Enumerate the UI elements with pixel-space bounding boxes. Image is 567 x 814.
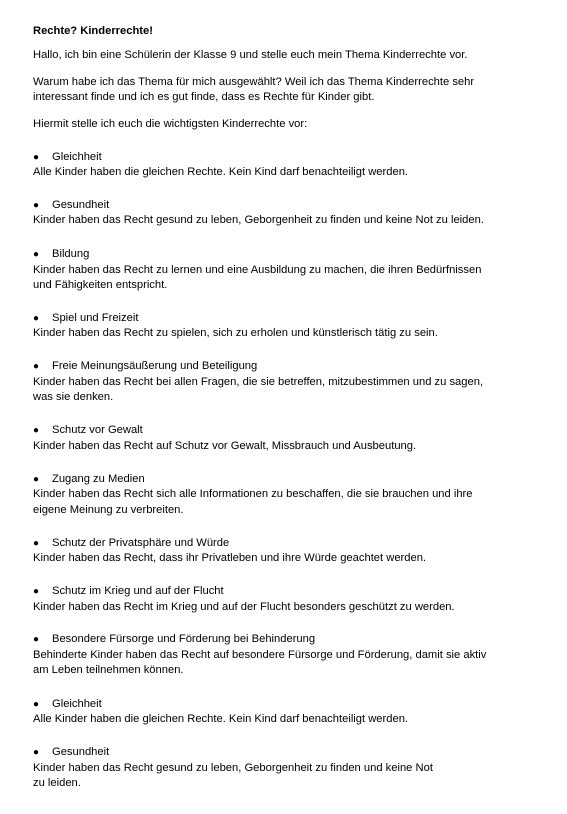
list-item-heading <box>33 536 229 552</box>
right-description: Kinder haben das Recht bei allen Fragen, die sie betreffen, mitzubestimmen und zu sagen, <box>33 376 484 388</box>
lead-paragraph: Hiermit stelle ich euch die wichtigsten Kinderrechte vor: <box>33 118 308 130</box>
right-heading: Gesundheit <box>52 199 110 211</box>
list-item-heading <box>33 198 109 214</box>
right-heading: Gesundheit <box>52 746 110 758</box>
bullet-icon: ● <box>33 425 40 436</box>
bullet-icon: ● <box>33 634 40 645</box>
question-line-1: Warum habe ich das Thema für mich ausgewählt? Weil ich das Thema Kinderrechte sehr <box>33 76 475 88</box>
right-description: Kinder haben das Recht auf Schutz vor Gewalt, Missbrauch und Ausbeutung. <box>33 440 417 452</box>
list-item-heading <box>33 247 89 263</box>
list-item-heading <box>33 423 143 439</box>
right-description: Kinder haben das Recht im Krieg und auf der Flucht besonders geschützt zu werden. <box>33 601 455 613</box>
right-heading: Bildung <box>52 248 90 260</box>
right-description: und Fähigkeiten entspricht. <box>33 279 168 291</box>
right-heading: Spiel und Freizeit <box>52 312 139 324</box>
list-item-heading <box>33 632 315 648</box>
right-description: eigene Meinung zu verbreiten. <box>33 504 184 516</box>
list-item-heading <box>33 472 145 488</box>
right-description: Kinder haben das Recht, dass ihr Privatleben und ihre Würde geachtet werden. <box>33 552 427 564</box>
right-heading: Freie Meinungsäußerung und Beteiligung <box>52 360 258 372</box>
bullet-icon: ● <box>33 200 40 211</box>
right-heading: Schutz vor Gewalt <box>52 424 143 436</box>
right-description: Alle Kinder haben die gleichen Rechte. Kein Kind darf benachteiligt werden. <box>33 166 409 178</box>
right-description: Kinder haben das Recht sich alle Informationen zu beschaffen, die sie brauchen und ihre <box>33 488 473 500</box>
right-heading: Schutz im Krieg und auf der Flucht <box>52 585 224 597</box>
bullet-icon: ● <box>33 361 40 372</box>
right-description: Kinder haben das Recht zu lernen und eine Ausbildung zu machen, die ihren Bedürfnissen <box>33 264 482 276</box>
right-heading: Gleichheit <box>52 151 102 163</box>
list-item-heading <box>33 359 257 375</box>
right-description: Behinderte Kinder haben das Recht auf besondere Fürsorge und Förderung, damit sie aktiv <box>33 649 487 661</box>
right-description: Kinder haben das Recht gesund zu leben, Geborgenheit zu finden und keine Not zu leiden. <box>33 214 484 226</box>
bullet-icon: ● <box>33 586 40 597</box>
right-heading: Schutz der Privatsphäre und Würde <box>52 537 230 549</box>
bullet-icon: ● <box>33 152 40 163</box>
right-heading: Besondere Fürsorge und Förderung bei Behinderung <box>52 633 316 645</box>
right-description: Kinder haben das Recht zu spielen, sich zu erholen und künstlerisch tätig zu sein. <box>33 327 438 339</box>
right-heading: Gleichheit <box>52 698 102 710</box>
question-line-2: interessant finde und ich es gut finde, dass es Rechte für Kinder gibt. <box>33 91 375 103</box>
list-item-heading <box>33 584 224 600</box>
list-item-heading <box>33 150 102 166</box>
bullet-icon: ● <box>33 538 40 549</box>
right-description: am Leben teilnehmen können. <box>33 664 184 676</box>
list-item-heading <box>33 745 109 761</box>
right-heading: Zugang zu Medien <box>52 473 145 485</box>
right-description: Kinder haben das Recht gesund zu leben, Geborgenheit zu finden und keine Not <box>33 762 433 774</box>
intro-paragraph: Hallo, ich bin eine Schülerin der Klasse 9 und stelle euch mein Thema Kinderrechte vor. <box>33 49 468 61</box>
document-title: Rechte? Kinderrechte! <box>33 25 153 37</box>
list-item-heading <box>33 311 138 327</box>
right-description: was sie denken. <box>33 391 114 403</box>
bullet-icon: ● <box>33 249 40 260</box>
bullet-icon: ● <box>33 313 40 324</box>
list-item-heading <box>33 697 102 713</box>
right-description: Alle Kinder haben die gleichen Rechte. Kein Kind darf benachteiligt werden. <box>33 713 409 725</box>
bullet-icon: ● <box>33 699 40 710</box>
bullet-icon: ● <box>33 474 40 485</box>
bullet-icon: ● <box>33 747 40 758</box>
right-description: zu leiden. <box>33 777 81 789</box>
